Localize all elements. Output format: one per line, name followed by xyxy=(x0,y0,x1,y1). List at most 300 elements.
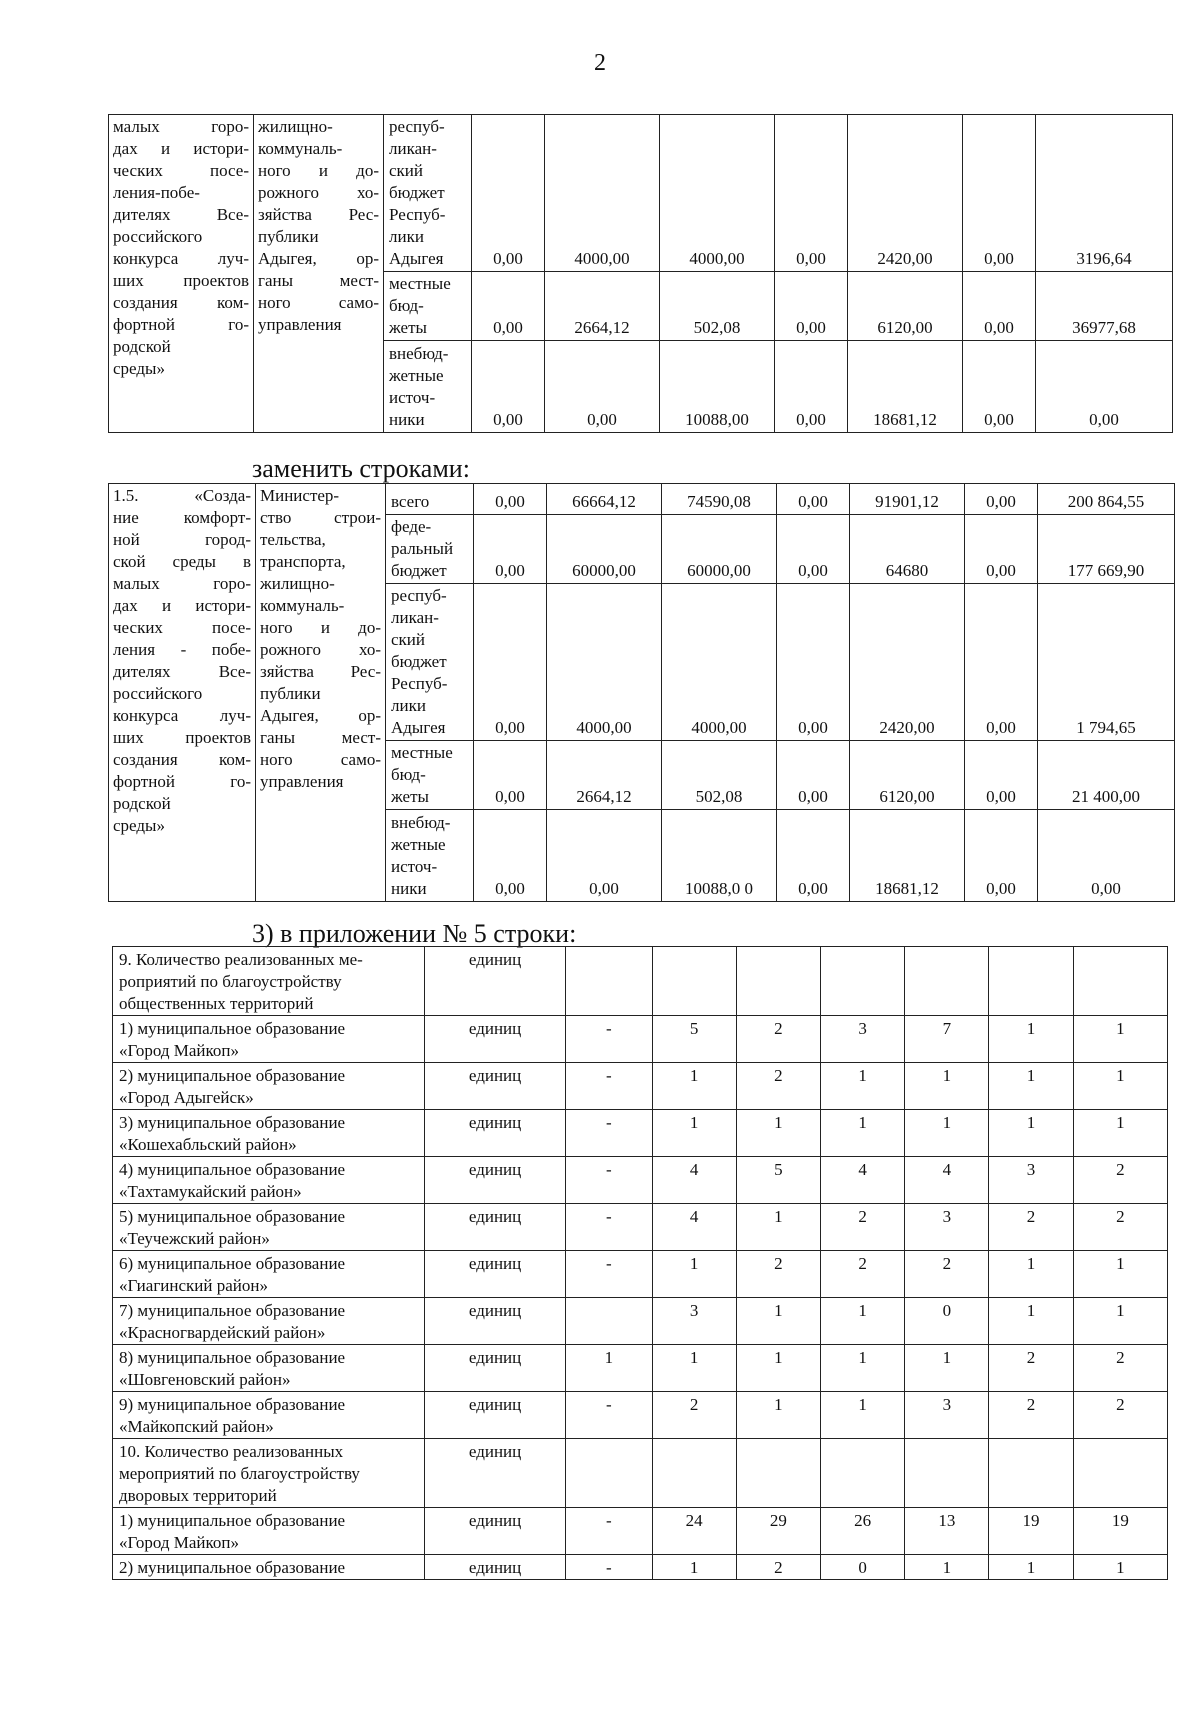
program-name-cell xyxy=(109,484,256,902)
executor-line: Министер- xyxy=(260,486,340,505)
value-cell: 36977,68 xyxy=(1036,272,1173,341)
indicator-value-cell: 1 xyxy=(989,1016,1073,1063)
indicator-value-cell: 2 xyxy=(1073,1345,1167,1392)
executor-line: управления xyxy=(258,315,342,334)
indicator-value-cell: - xyxy=(566,1204,652,1251)
executor-line: коммуналь- xyxy=(260,596,345,615)
value-cell: 4000,00 xyxy=(662,584,777,741)
value-cell: 21 400,00 xyxy=(1038,741,1175,810)
value-cell: 0,00 xyxy=(547,810,662,902)
funding-source-cell xyxy=(384,272,472,341)
funding-source-line: респуб- xyxy=(389,117,445,136)
indicator-value-cell: 2 xyxy=(736,1555,820,1580)
program-name-line: родской xyxy=(113,794,171,813)
value-cell: 0,00 xyxy=(474,515,547,584)
program-name-cell xyxy=(109,115,254,433)
indicator-row xyxy=(113,1204,1168,1251)
indicator-value-cell xyxy=(566,947,652,1016)
indicator-row xyxy=(113,1439,1168,1508)
funding-source-line: Адыгея xyxy=(389,249,444,268)
funding-source-line: ский xyxy=(391,630,425,649)
indicator-row xyxy=(113,1508,1168,1555)
executor-line: зяйства Рес- xyxy=(258,205,379,224)
indicator-name-line: «Теучежский район» xyxy=(119,1229,270,1248)
unit-cell: единиц xyxy=(424,1345,565,1392)
value-cell: 6120,00 xyxy=(850,741,965,810)
indicator-value-cell: 1 xyxy=(736,1298,820,1345)
indicator-value-cell xyxy=(989,1439,1073,1508)
value-cell: 0,00 xyxy=(1036,341,1173,433)
indicator-name-line: «Красногвардейский район» xyxy=(119,1323,326,1342)
program-name-line: малых горо- xyxy=(113,574,251,593)
executor-line: жилищно- xyxy=(260,574,335,593)
indicator-value-cell: - xyxy=(566,1392,652,1439)
indicator-name-cell xyxy=(113,1157,425,1204)
indicator-value-cell: - xyxy=(566,1251,652,1298)
funding-source-line: внебюд- xyxy=(391,813,451,832)
indicator-value-cell: 1 xyxy=(652,1063,736,1110)
program-name-line: малых горо- xyxy=(113,117,249,136)
indicator-name-line: 2) муниципальное образование xyxy=(119,1066,346,1085)
unit-cell: единиц xyxy=(424,1555,565,1580)
indicator-name-cell xyxy=(113,1508,425,1555)
value-cell: 0,00 xyxy=(963,341,1036,433)
funding-source-line: ники xyxy=(391,879,427,898)
funding-source-line: жеты xyxy=(389,318,427,337)
program-name-line: среды» xyxy=(113,359,165,378)
funding-source-cell xyxy=(386,515,474,584)
value-cell: 2664,12 xyxy=(547,741,662,810)
indicator-value-cell: 4 xyxy=(905,1157,989,1204)
indicator-value-cell: 7 xyxy=(905,1016,989,1063)
value-cell: 18681,12 xyxy=(848,341,963,433)
budget-row xyxy=(109,484,1175,515)
funding-source-line: всего xyxy=(391,492,430,511)
indicator-name-line: 9. Количество реализованных ме- xyxy=(119,950,363,969)
executor-cell xyxy=(256,484,386,902)
funding-source-line: источ- xyxy=(391,857,438,876)
funding-source-line: респуб- xyxy=(391,586,447,605)
indicator-name-line: «Город Майкоп» xyxy=(119,1533,239,1552)
funding-source-cell xyxy=(386,810,474,902)
indicator-value-cell: 2 xyxy=(820,1251,904,1298)
unit-cell: единиц xyxy=(424,1063,565,1110)
program-name-line: конкурса луч- xyxy=(113,706,251,725)
indicator-value-cell: 0 xyxy=(905,1298,989,1345)
executor-line: Адыгея, ор- xyxy=(258,249,379,268)
program-name-line: дителях Все- xyxy=(113,662,251,681)
indicator-row xyxy=(113,1345,1168,1392)
indicator-name-line: 5) муниципальное образование xyxy=(119,1207,346,1226)
indicator-value-cell: 4 xyxy=(652,1204,736,1251)
value-cell: 0,00 xyxy=(474,741,547,810)
indicator-value-cell: 1 xyxy=(905,1345,989,1392)
indicator-value-cell xyxy=(989,947,1073,1016)
indicator-name-cell xyxy=(113,1251,425,1298)
indicator-row xyxy=(113,1251,1168,1298)
indicator-value-cell: - xyxy=(566,1508,652,1555)
indicator-value-cell: 1 xyxy=(1073,1110,1167,1157)
indicator-value-cell: 26 xyxy=(820,1508,904,1555)
indicator-value-cell: 1 xyxy=(905,1555,989,1580)
indicator-name-cell xyxy=(113,1204,425,1251)
executor-line: транспорта, xyxy=(260,552,346,571)
funding-source-line: ральный xyxy=(391,539,454,558)
indicator-value-cell: 2 xyxy=(736,1016,820,1063)
indicator-value-cell xyxy=(736,1439,820,1508)
indicator-name-cell xyxy=(113,1298,425,1345)
value-cell: 2420,00 xyxy=(848,115,963,272)
program-name-line: создания ком- xyxy=(113,293,249,312)
funding-source-cell xyxy=(386,741,474,810)
indicator-row xyxy=(113,947,1168,1016)
indicator-name-line: «Кошехабльский район» xyxy=(119,1135,297,1154)
indicator-value-cell: - xyxy=(566,1555,652,1580)
indicator-name-line: «Город Адыгейск» xyxy=(119,1088,254,1107)
budget-table-original xyxy=(108,114,1173,433)
value-cell: 66664,12 xyxy=(547,484,662,515)
value-cell: 0,00 xyxy=(474,584,547,741)
indicator-name-cell xyxy=(113,1345,425,1392)
indicator-row xyxy=(113,1063,1168,1110)
indicator-row xyxy=(113,1555,1168,1580)
value-cell: 502,08 xyxy=(662,741,777,810)
indicator-name-cell xyxy=(113,1439,425,1508)
indicator-name-line: «Гиагинский район» xyxy=(119,1276,268,1295)
indicator-name-line: дворовых территорий xyxy=(119,1486,277,1505)
funding-source-line: источ- xyxy=(389,388,436,407)
value-cell: 60000,00 xyxy=(662,515,777,584)
executor-line: Адыгея, ор- xyxy=(260,706,381,725)
indicators-table xyxy=(112,946,1168,1580)
executor-line: ганы мест- xyxy=(260,728,381,747)
executor-line: публики xyxy=(258,227,319,246)
executor-line: ного само- xyxy=(260,750,381,769)
value-cell: 0,00 xyxy=(472,272,545,341)
program-name-line: ческих посе- xyxy=(113,161,249,180)
indicator-value-cell: 1 xyxy=(652,1251,736,1298)
indicator-value-cell: 2 xyxy=(989,1204,1073,1251)
program-name-line: родской xyxy=(113,337,171,356)
indicator-value-cell: 1 xyxy=(989,1110,1073,1157)
program-name-line: ших проектов xyxy=(113,271,249,290)
indicator-value-cell: 0 xyxy=(820,1555,904,1580)
indicator-value-cell: 1 xyxy=(820,1063,904,1110)
value-cell: 0,00 xyxy=(965,484,1038,515)
funding-source-line: жетные xyxy=(391,835,446,854)
program-name-line: фортной го- xyxy=(113,772,251,791)
indicator-name-cell xyxy=(113,1555,425,1580)
program-name-line: ления - побе- xyxy=(113,640,251,659)
unit-cell: единиц xyxy=(424,1508,565,1555)
indicator-value-cell: 1 xyxy=(905,1110,989,1157)
funding-source-line: местные xyxy=(391,743,453,762)
indicator-value-cell: 4 xyxy=(652,1157,736,1204)
program-name-line: конкурса луч- xyxy=(113,249,249,268)
program-name-line: дах и истори- xyxy=(113,596,251,615)
indicator-name-line: 1) муниципальное образование xyxy=(119,1019,346,1038)
unit-cell: единиц xyxy=(424,1157,565,1204)
value-cell: 0,00 xyxy=(965,810,1038,902)
funding-source-line: ликан- xyxy=(391,608,439,627)
indicator-name-line: 2) муниципальное образование xyxy=(119,1558,346,1577)
indicator-value-cell xyxy=(820,947,904,1016)
executor-line: рожного хо- xyxy=(260,640,381,659)
program-name-line: российского xyxy=(113,684,203,703)
value-cell: 0,00 xyxy=(474,484,547,515)
value-cell: 4000,00 xyxy=(547,584,662,741)
funding-source-cell xyxy=(386,484,474,515)
indicator-value-cell: 1 xyxy=(989,1298,1073,1345)
value-cell: 6120,00 xyxy=(848,272,963,341)
executor-line: ного и до- xyxy=(258,161,379,180)
indicator-value-cell xyxy=(736,947,820,1016)
value-cell: 0,00 xyxy=(777,515,850,584)
indicator-value-cell: 3 xyxy=(905,1392,989,1439)
funding-source-line: жетные xyxy=(389,366,444,385)
value-cell: 0,00 xyxy=(472,341,545,433)
indicator-value-cell: 2 xyxy=(1073,1392,1167,1439)
indicator-value-cell: 1 xyxy=(905,1063,989,1110)
value-cell: 18681,12 xyxy=(850,810,965,902)
indicator-value-cell xyxy=(566,1298,652,1345)
indicator-value-cell: 2 xyxy=(736,1251,820,1298)
indicator-row xyxy=(113,1392,1168,1439)
indicator-value-cell: 1 xyxy=(652,1345,736,1392)
value-cell: 0,00 xyxy=(474,810,547,902)
indicator-value-cell: 3 xyxy=(820,1016,904,1063)
funding-source-line: феде- xyxy=(391,517,432,536)
indicator-value-cell: 1 xyxy=(736,1345,820,1392)
executor-line: ство строи- xyxy=(260,508,381,527)
indicator-value-cell: 1 xyxy=(652,1110,736,1157)
indicator-value-cell xyxy=(905,1439,989,1508)
value-cell: 10088,0 0 xyxy=(662,810,777,902)
indicator-name-line: «Город Майкоп» xyxy=(119,1041,239,1060)
value-cell: 3196,64 xyxy=(1036,115,1173,272)
unit-cell: единиц xyxy=(424,1392,565,1439)
indicator-name-cell xyxy=(113,1016,425,1063)
executor-line: рожного хо- xyxy=(258,183,379,202)
value-cell: 91901,12 xyxy=(850,484,965,515)
funding-source-line: Респуб- xyxy=(391,674,448,693)
indicator-value-cell xyxy=(566,1439,652,1508)
funding-source-cell xyxy=(384,341,472,433)
indicator-value-cell: 1 xyxy=(820,1392,904,1439)
indicator-value-cell: 5 xyxy=(736,1157,820,1204)
indicator-row xyxy=(113,1298,1168,1345)
indicator-value-cell: 1 xyxy=(1073,1298,1167,1345)
indicator-value-cell: 29 xyxy=(736,1508,820,1555)
indicator-value-cell xyxy=(820,1439,904,1508)
executor-line: коммуналь- xyxy=(258,139,343,158)
indicator-name-line: 9) муниципальное образование xyxy=(119,1395,346,1414)
indicator-value-cell xyxy=(652,1439,736,1508)
executor-cell xyxy=(254,115,384,433)
funding-source-line: бюджет xyxy=(391,561,447,580)
indicator-value-cell: 1 xyxy=(1073,1251,1167,1298)
funding-source-line: лики xyxy=(389,227,424,246)
funding-source-line: Адыгея xyxy=(391,718,446,737)
indicator-name-line: 4) муниципальное образование xyxy=(119,1160,346,1179)
unit-cell: единиц xyxy=(424,1016,565,1063)
value-cell: 0,00 xyxy=(472,115,545,272)
indicator-value-cell: - xyxy=(566,1063,652,1110)
budget-table-replacement xyxy=(108,483,1175,902)
indicator-value-cell: 1 xyxy=(736,1110,820,1157)
value-cell: 502,08 xyxy=(660,272,775,341)
value-cell: 0,00 xyxy=(965,741,1038,810)
indicator-value-cell: 2 xyxy=(989,1345,1073,1392)
value-cell: 177 669,90 xyxy=(1038,515,1175,584)
indicator-value-cell: 2 xyxy=(736,1063,820,1110)
program-name-line: ческих посе- xyxy=(113,618,251,637)
indicator-name-line: роприятий по благоустройству xyxy=(119,972,342,991)
value-cell: 74590,08 xyxy=(662,484,777,515)
indicator-value-cell: - xyxy=(566,1016,652,1063)
value-cell: 0,00 xyxy=(777,584,850,741)
indicator-value-cell: 2 xyxy=(1073,1204,1167,1251)
value-cell: 1 794,65 xyxy=(1038,584,1175,741)
program-name-line: 1.5. «Созда- xyxy=(113,486,251,505)
value-cell: 4000,00 xyxy=(545,115,660,272)
indicator-value-cell xyxy=(1073,1439,1167,1508)
indicator-name-cell xyxy=(113,1392,425,1439)
indicator-row xyxy=(113,1157,1168,1204)
value-cell: 0,00 xyxy=(965,584,1038,741)
indicator-name-line: 3) муниципальное образование xyxy=(119,1113,346,1132)
funding-source-line: ники xyxy=(389,410,425,429)
funding-source-line: ский xyxy=(389,161,423,180)
executor-line: ного само- xyxy=(258,293,379,312)
value-cell: 0,00 xyxy=(963,115,1036,272)
indicator-name-line: общественных территорий xyxy=(119,994,314,1013)
indicator-value-cell: 1 xyxy=(820,1345,904,1392)
indicator-name-line: 6) муниципальное образование xyxy=(119,1254,346,1273)
value-cell: 4000,00 xyxy=(660,115,775,272)
value-cell: 0,00 xyxy=(965,515,1038,584)
value-cell: 0,00 xyxy=(963,272,1036,341)
value-cell: 0,00 xyxy=(777,810,850,902)
executor-line: жилищно- xyxy=(258,117,333,136)
unit-cell: единиц xyxy=(424,1204,565,1251)
indicator-value-cell: 1 xyxy=(989,1555,1073,1580)
funding-source-cell xyxy=(386,584,474,741)
indicator-name-line: 10. Количество реализованных xyxy=(119,1442,344,1461)
unit-cell: единиц xyxy=(424,1110,565,1157)
funding-source-line: лики xyxy=(391,696,426,715)
indicator-value-cell: 3 xyxy=(652,1298,736,1345)
program-name-line: среды» xyxy=(113,816,165,835)
program-name-line: дителях Все- xyxy=(113,205,249,224)
program-name-line: дах и истори- xyxy=(113,139,249,158)
indicator-value-cell: 1 xyxy=(989,1063,1073,1110)
program-name-line: ления-побе- xyxy=(113,183,200,202)
indicator-value-cell: 1 xyxy=(736,1204,820,1251)
indicator-value-cell: - xyxy=(566,1110,652,1157)
funding-source-line: Респуб- xyxy=(389,205,446,224)
indicator-value-cell xyxy=(1073,947,1167,1016)
value-cell: 60000,00 xyxy=(547,515,662,584)
executor-line: ного и до- xyxy=(260,618,381,637)
indicator-name-line: «Майкопский район» xyxy=(119,1417,274,1436)
value-cell: 0,00 xyxy=(777,741,850,810)
value-cell: 200 864,55 xyxy=(1038,484,1175,515)
executor-line: публики xyxy=(260,684,321,703)
value-cell: 2420,00 xyxy=(850,584,965,741)
indicator-value-cell: 2 xyxy=(652,1392,736,1439)
indicator-value-cell: 5 xyxy=(652,1016,736,1063)
indicator-value-cell: 19 xyxy=(1073,1508,1167,1555)
unit-cell: единиц xyxy=(424,947,565,1016)
indicator-value-cell: 19 xyxy=(989,1508,1073,1555)
indicator-name-line: 8) муниципальное образование xyxy=(119,1348,346,1367)
unit-cell: единиц xyxy=(424,1251,565,1298)
budget-row xyxy=(109,115,1173,272)
indicator-value-cell: 1 xyxy=(1073,1016,1167,1063)
indicator-value-cell: 1 xyxy=(566,1345,652,1392)
indicator-name-line: мероприятий по благоустройству xyxy=(119,1464,360,1483)
funding-source-line: бюд- xyxy=(389,296,424,315)
indicator-name-cell xyxy=(113,947,425,1016)
indicator-name-line: «Шовгеновский район» xyxy=(119,1370,291,1389)
unit-cell: единиц xyxy=(424,1439,565,1508)
indicator-name-cell xyxy=(113,1110,425,1157)
program-name-line: ской среды в xyxy=(113,552,251,571)
funding-source-line: местные xyxy=(389,274,451,293)
indicator-value-cell: 1 xyxy=(1073,1063,1167,1110)
indicator-value-cell xyxy=(905,947,989,1016)
indicator-name-line: 7) муниципальное образование xyxy=(119,1301,346,1320)
executor-line: тельства, xyxy=(260,530,326,549)
program-name-line: создания ком- xyxy=(113,750,251,769)
program-name-line: российского xyxy=(113,227,203,246)
indicator-row xyxy=(113,1110,1168,1157)
indicator-value-cell: 1 xyxy=(989,1251,1073,1298)
indicator-value-cell: 2 xyxy=(905,1251,989,1298)
indicator-value-cell: 2 xyxy=(1073,1157,1167,1204)
funding-source-line: внебюд- xyxy=(389,344,449,363)
funding-source-line: ликан- xyxy=(389,139,437,158)
funding-source-line: жеты xyxy=(391,787,429,806)
indicator-value-cell: 13 xyxy=(905,1508,989,1555)
executor-line: управления xyxy=(260,772,344,791)
unit-cell: единиц xyxy=(424,1298,565,1345)
page-number: 2 xyxy=(594,50,606,76)
indicator-value-cell: 1 xyxy=(820,1298,904,1345)
indicator-value-cell: 1 xyxy=(736,1392,820,1439)
funding-source-line: бюд- xyxy=(391,765,426,784)
heading-replace: заменить строками: xyxy=(252,454,470,483)
value-cell: 2664,12 xyxy=(545,272,660,341)
indicator-row xyxy=(113,1016,1168,1063)
funding-source-line: бюджет xyxy=(391,652,447,671)
program-name-line: ной город- xyxy=(113,530,251,549)
indicator-value-cell xyxy=(652,947,736,1016)
funding-source-cell xyxy=(384,115,472,272)
value-cell: 64680 xyxy=(850,515,965,584)
heading-annex-5: 3) в приложении № 5 строки: xyxy=(252,919,577,948)
indicator-value-cell: - xyxy=(566,1157,652,1204)
value-cell: 0,00 xyxy=(1038,810,1175,902)
indicator-value-cell: 2 xyxy=(820,1204,904,1251)
executor-line: ганы мест- xyxy=(258,271,379,290)
indicator-value-cell: 3 xyxy=(905,1204,989,1251)
indicator-value-cell: 3 xyxy=(989,1157,1073,1204)
value-cell: 0,00 xyxy=(545,341,660,433)
indicator-name-line: «Тахтамукайский район» xyxy=(119,1182,302,1201)
indicator-value-cell: 24 xyxy=(652,1508,736,1555)
